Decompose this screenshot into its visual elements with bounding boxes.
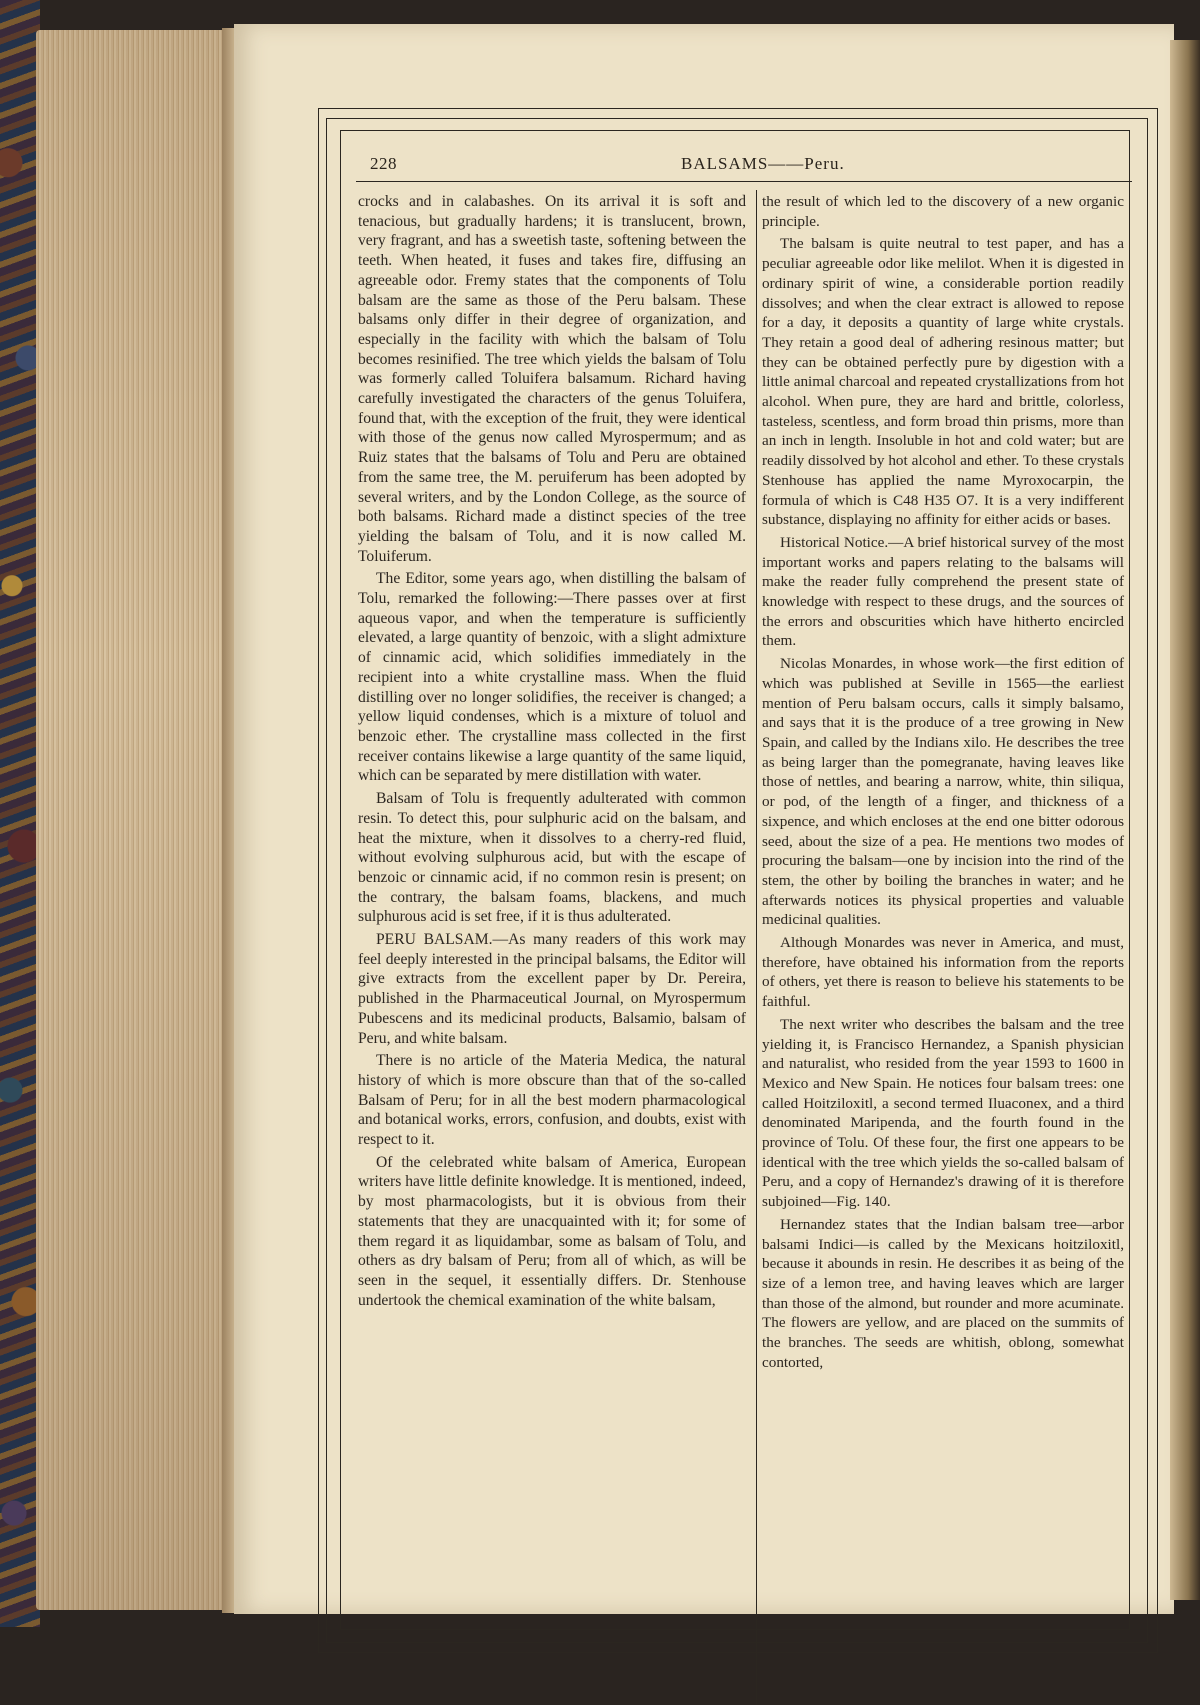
paragraph: Balsam of Tolu is frequently adulterated with common resin. To detect this, pour sulphuric acid on the balsam, and heat the mixture, when it dissolves to a cherry-red fluid, without evolving sulphurous acid, but with the escape of benzoic or cinnamic acid, if no common resin is present; on the contrary, the balsam foams, blackens, and much sulphurous acid is set free, if it is thus adulterated. [358, 790, 746, 926]
page-header [356, 150, 1136, 180]
paragraph: There is no article of the Materia Medica, the natural history of which is more obscure than that of the so-called Balsam of Peru; for in all the best modern pharmacological and botanical works, errors, confusion, and doubts, exist with respect to it. [358, 1052, 746, 1149]
paragraph: crocks and in calabashes. On its arrival it is soft and tenacious, but gradually hardens; it is translucent, brown, very fragrant, and has a sweetish taste, softening between the teeth. When heated, it fuses and takes fire, diffusing an agreeable odor. Fremy states that the components of Tolu balsam are the same as those of the Peru balsam. These balsams only differ in their degree of organization, and especially in the facility with which the balsam of Tolu becomes resinified. The tree which yields the balsam of Tolu was formerly called Toluifera balsamum. Richard having carefully investigated the characters of the genus Toluifera, found that, with the exception of the fruit, they were identical with those of the genus now called Myrospermum; and as Ruiz states that the balsams of Tolu and Peru are obtained from the same tree, the M. peruiferum has been adopted by several writers, and by the London College, as the source of both balsams. Richard made a distinct species of the tree yielding the balsam of Tolu, and it is now called M. Toluiferum. [358, 193, 746, 565]
page-right-edge [1170, 40, 1200, 1600]
marbled-cover-edge [0, 0, 40, 1627]
paragraph: The next writer who describes the balsam and the tree yielding it, is Francisco Hernandez, a Spanish physician and naturalist, who resided from the year 1593 to 1600 in Mexico and New Spain. He notices four balsam trees: one called Hoitziloxitl, a second termed Iluaconex, and a third denominated Maripenda, and the fourth found in the province of Tolu. Of these four, the first one appears to be identical with the tree which yields the so-called balsam of Peru, and a copy of Hernandez's drawing of it is therefore subjoined—Fig. 140. [762, 1015, 1124, 1211]
paragraph: Hernandez states that the Indian balsam tree—arbor balsami Indici—is called by the Mexicans hoitziloxitl, because it abounds in resin. He describes it as being of the size of a lemon tree, and having leaves which are larger than those of the almond, but rounder and more acuminate. The flowers are yellow, and are placed on the summits of the branches. The seeds are whitish, oblong, somewhat contorted, [762, 1215, 1124, 1371]
paragraph: The Editor, some years ago, when distilling the balsam of Tolu, remarked the following:—There passes over at first aqueous vapor, and when the temperature is sufficiently elevated, a large quantity of benzoic, with a slight admixture of cinnamic acid, which solidifies immediately in the recipient into a white crystalline mass. When the fluid distilling over no longer solidifies, the receiver is changed; a yellow liquid condenses, which is a mixture of toluol and benzoic ether. The crystalline mass collected in the first receiver contains likewise a large quantity of the same liquid, which can be separated by mere distillation with water. [358, 570, 746, 785]
paragraph: Nicolas Monardes, in whose work—the first edition of which was published at Seville in 1565—the earliest mention of Peru balsam occurs, calls it simply balsamo, and says that it is the produce of a tree growing in New Spain, and called by the Indians xilo. He describes the tree as being larger than the pomegranate, having leaves like those of nettles, and bearing a narrow, white, thin siliqua, or pod, of the length of a finger, and thickness of a sixpence, and which encloses at the end one bitter odorous seed, about the size of a pea. He mentions two modes of procuring the balsam—one by incision into the rind of the stem, the other by boiling the branches in water; and he afterwards notices its physical properties and valuable medicinal qualities. [762, 655, 1124, 929]
header-rule [356, 181, 1132, 182]
paragraph: The balsam is quite neutral to test paper, and has a peculiar agreeable odor like melilot. When it is digested in ordinary spirit of wine, a considerable portion readily dissolves; and when the clear extract is allowed to repose for a day, it deposits a quantity of large white crystals. They retain a good deal of adhering resinous matter; but they can be obtained perfectly pure by digestion with a little animal charcoal and repeated crystallizations from hot alcohol. When pure, they are hard and brittle, colorless, tasteless, scentless, and form broad thin prisms, more than an inch in length. Insoluble in hot and cold water; but are readily dissolved by hot alcohol and ether. To these crystals Stenhouse has applied the name Myroxocarpin, the formula of which is C48 H35 O7. It is a very indifferent substance, displaying no affinity for either acids or bases. [762, 235, 1124, 529]
paragraph: Of the celebrated white balsam of America, European writers have little definite knowledge. It is mentioned, indeed, by most pharmacologists, but it is obvious from their statements that they are unacquainted with it; for some of them regard it as liquidambar, some as balsam of Tolu, and others as dry balsam of Peru; from all of which, as will be seen in the sequel, it essentially differs. Dr. Stenhouse undertook the chemical examination of the white balsam, [358, 1153, 746, 1309]
page-number: 228 [370, 154, 397, 173]
paragraph: Although Monardes was never in America, and must, therefore, have obtained his information from the reports of others, yet there is reason to believe his statements to be faithful. [762, 934, 1124, 1011]
right-column [762, 192, 1124, 1372]
paragraph: the result of which led to the discovery of a new organic principle. [762, 193, 1124, 230]
column-divider [756, 190, 757, 1705]
left-column [358, 192, 746, 1310]
running-head: BALSAMS——Peru. [681, 154, 845, 173]
page-stack-edge [36, 30, 226, 1610]
paragraph: Historical Notice.—A brief historical survey of the most important works and papers relating to the balsams will make the reader fully comprehend the present state of knowledge with respect to these drugs, and the sources of the errors and obscurities which have hitherto encircled them. [762, 533, 1124, 650]
paragraph: PERU BALSAM.—As many readers of this work may feel deeply interested in the principal balsams, the Editor will give extracts from the excellent paper by Dr. Pereira, published in the Pharmaceutical Journal, on Myrospermum Pubescens and its medicinal products, Balsamio, balsam of Peru, and white balsam. [358, 931, 746, 1047]
